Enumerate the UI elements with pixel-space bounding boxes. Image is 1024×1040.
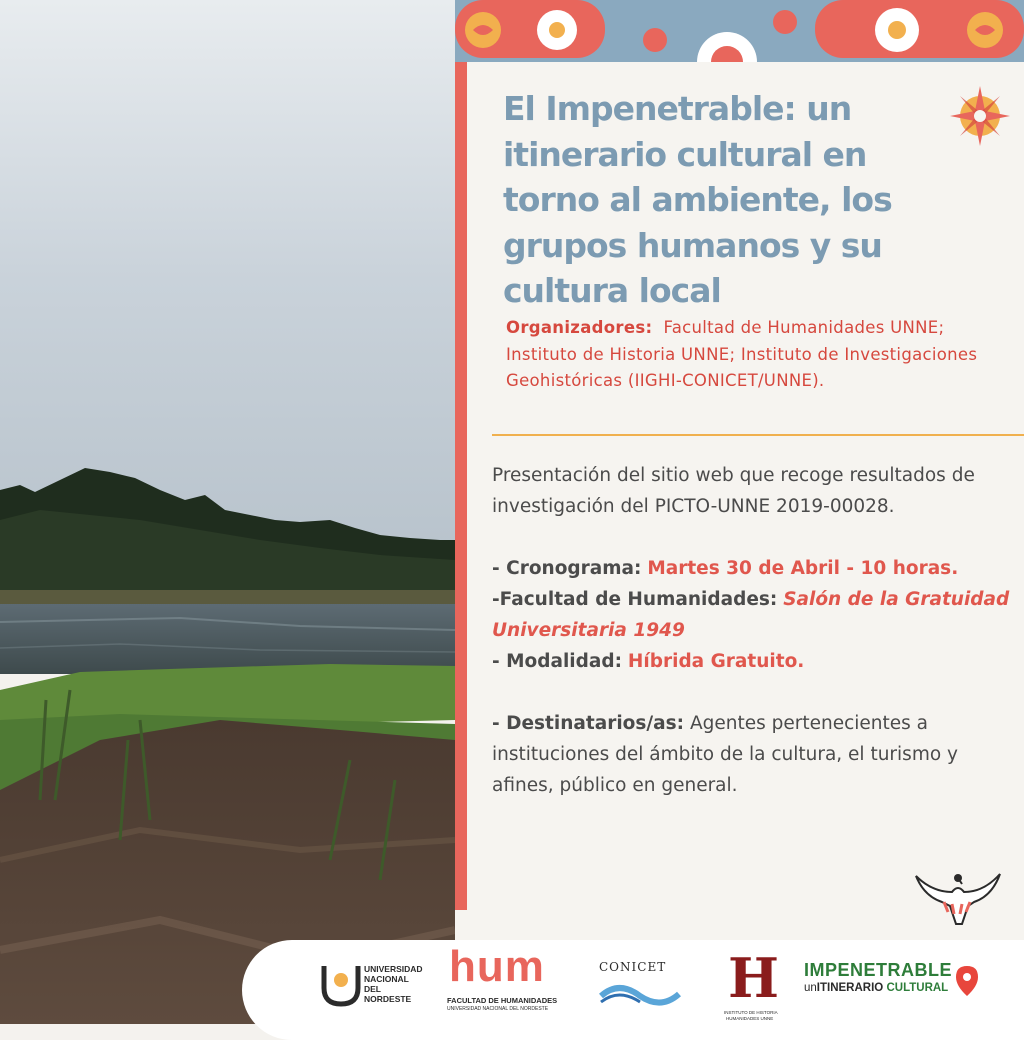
organizers-label: Organizadores:	[506, 318, 653, 337]
intro-text: Presentación del sitio web que recoge resultados de investigación del PICTO-UNNE 2019-00028.	[492, 465, 975, 517]
organizers	[506, 315, 986, 395]
audience-line	[492, 708, 1012, 801]
schedule-label: - Cronograma:	[492, 558, 642, 579]
page-title: El Impenetrable: un itinerario cultural en torno al ambiente, los grupos humanos y su cultura local	[503, 89, 892, 310]
impenetrable-logo	[804, 960, 994, 1010]
divider	[492, 434, 1024, 436]
schedule-line	[492, 553, 1012, 584]
accent-bar	[455, 58, 467, 910]
impenetrable-line2: ITINERARIO	[816, 982, 884, 994]
hum-line2: UNIVERSIDAD NACIONAL DEL NORDESTE	[447, 1006, 549, 1012]
impenetrable-prefix: un	[804, 982, 817, 994]
organizers-text: Facultad de Humanidades UNNE; Instituto de Historia UNNE; Instituto de Investigaciones Geohistóricas (IIGHI-CONICET/UNNE).	[506, 318, 978, 390]
unne-line1: UNIVERSIDAD	[364, 964, 423, 974]
venue-line	[492, 584, 1012, 646]
instituto-historia-logo	[724, 946, 784, 1022]
impenetrable-suffix: CULTURAL	[886, 982, 949, 994]
audience-label: - Destinatarios/as:	[492, 713, 685, 734]
mode-line	[492, 646, 1012, 677]
venue-label: -Facultad de Humanidades:	[492, 589, 778, 610]
historia-line1: INSTITUTO DE HISTORIA	[724, 1010, 778, 1015]
hum-logo	[447, 942, 567, 1016]
conicet-wave-icon	[597, 980, 683, 1010]
schedule-value: Martes 30 de Abril - 10 horas.	[647, 558, 959, 579]
unne-line2: NACIONAL	[364, 974, 409, 984]
decorative-banner	[455, 0, 1024, 62]
event-details	[492, 460, 1012, 801]
unne-emblem-icon	[320, 962, 362, 1008]
map-pin-icon	[954, 964, 980, 998]
landscape-photo	[0, 0, 455, 1024]
historia-mark: H	[728, 946, 780, 1010]
unne-line3: DEL NORDESTE	[364, 984, 412, 1004]
mode-value: Híbrida Gratuito.	[627, 651, 805, 672]
conicet-name: CONICET	[599, 960, 667, 974]
bird-icon	[912, 862, 1004, 930]
hum-mark: hum	[449, 942, 545, 991]
audience-value: Agentes pertenecientes a instituciones del ámbito de la cultura, el turismo y afines, público en general.	[492, 713, 958, 796]
logos-strip	[242, 940, 1024, 1040]
historia-line2: HUMANIDADES UNNE	[726, 1016, 774, 1021]
mode-label: - Modalidad:	[492, 651, 623, 672]
impenetrable-line1: IMPENETRABLE	[804, 960, 953, 980]
conicet-logo	[597, 960, 687, 1010]
venue-value: Salón de la Gratuidad Universitaria 1949	[492, 589, 1010, 641]
hum-line1: FACULTAD DE HUMANIDADES	[447, 996, 558, 1005]
compass-icon	[948, 84, 1012, 152]
unne-logo	[320, 962, 430, 1012]
